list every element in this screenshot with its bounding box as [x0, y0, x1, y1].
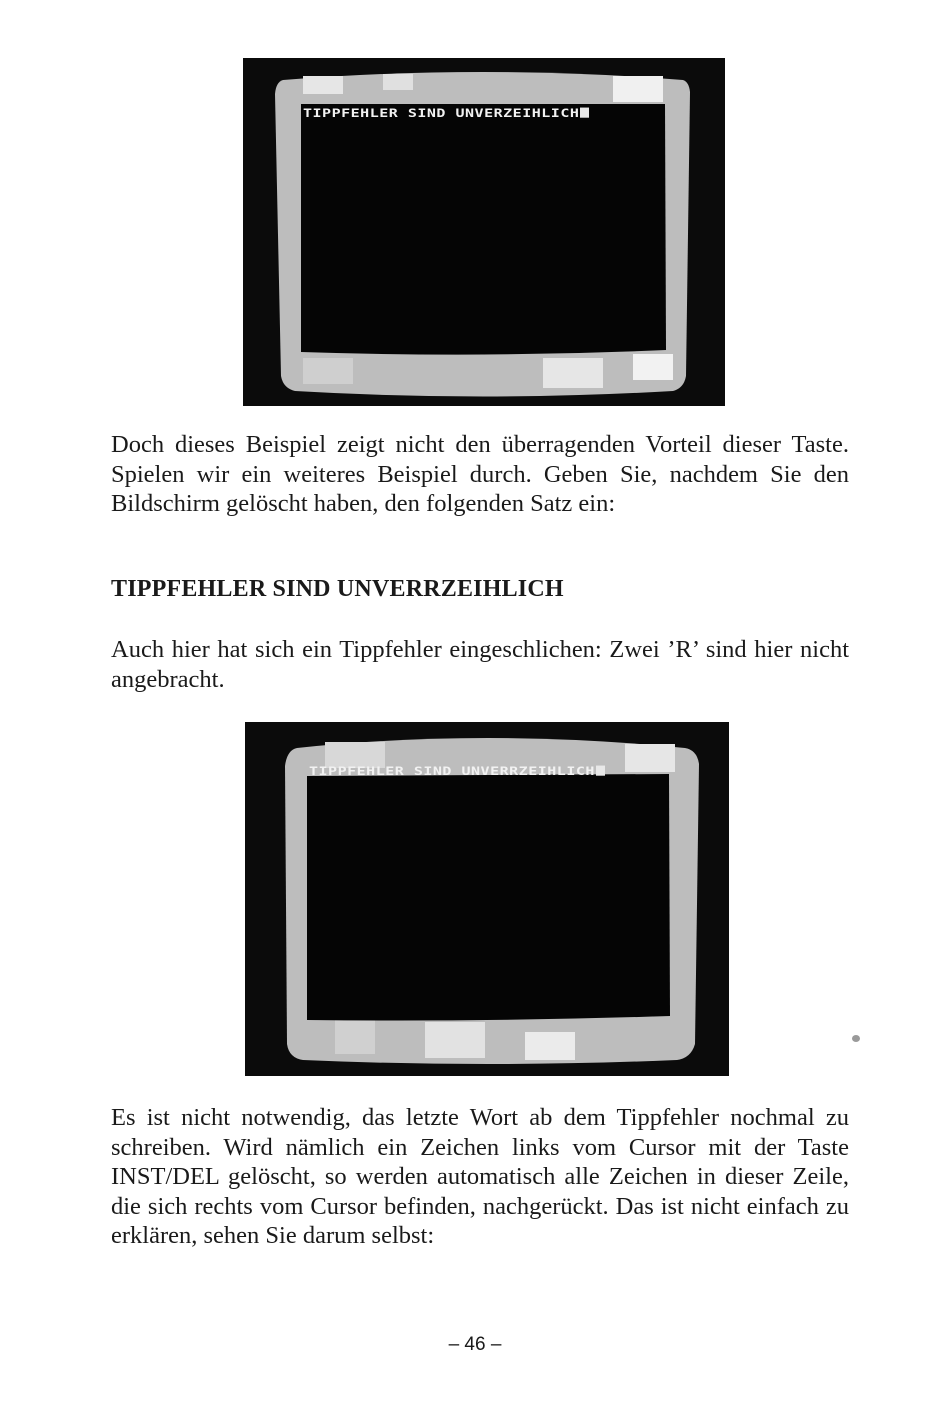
cursor-block-1	[580, 108, 589, 118]
screen-photo-2	[245, 722, 729, 1076]
example-heading: TIPPFEHLER SIND UNVERRZEIHLICH	[111, 576, 564, 602]
screen-photo-1	[243, 58, 725, 406]
paragraph-1: Doch dieses Beispiel zeigt nicht den überragenden Vorteil dieser Taste. Spielen wir ein weiteres Beispiel durch. Geben Sie, nachdem Sie den Bildschirm gelöscht haben, den folgenden Satz ein:	[111, 431, 849, 517]
display-area-1	[301, 104, 666, 355]
page-number: – 46 –	[448, 1334, 502, 1355]
scan-speck	[852, 1035, 860, 1042]
display-area-2	[307, 774, 670, 1021]
paragraph-2: Auch hier hat sich ein Tippfehler eingeschlichen: Zwei ’R’ sind hier nicht angebracht.	[111, 636, 849, 693]
cursor-block-2	[596, 766, 605, 776]
paragraph-3: Es ist nicht notwendig, das letzte Wort ab dem Tippfehler nochmal zu schreiben. Wird nämlich ein Zeichen links vom Cursor mit der Taste INST/DEL gelöscht, so werden automatisch alle Zeichen in dieser Zeile, die sich rechts vom Cursor befinden, nachgerückt. Das ist nicht einfach zu erklären, sehen Sie darum selbst:	[111, 1104, 849, 1249]
screen-text-1: TIPPFEHLER SIND UNVERZEIHLICH	[303, 106, 589, 120]
screen-text-2: TIPPFEHLER SIND UNVERRZEIHLICH	[309, 764, 605, 778]
